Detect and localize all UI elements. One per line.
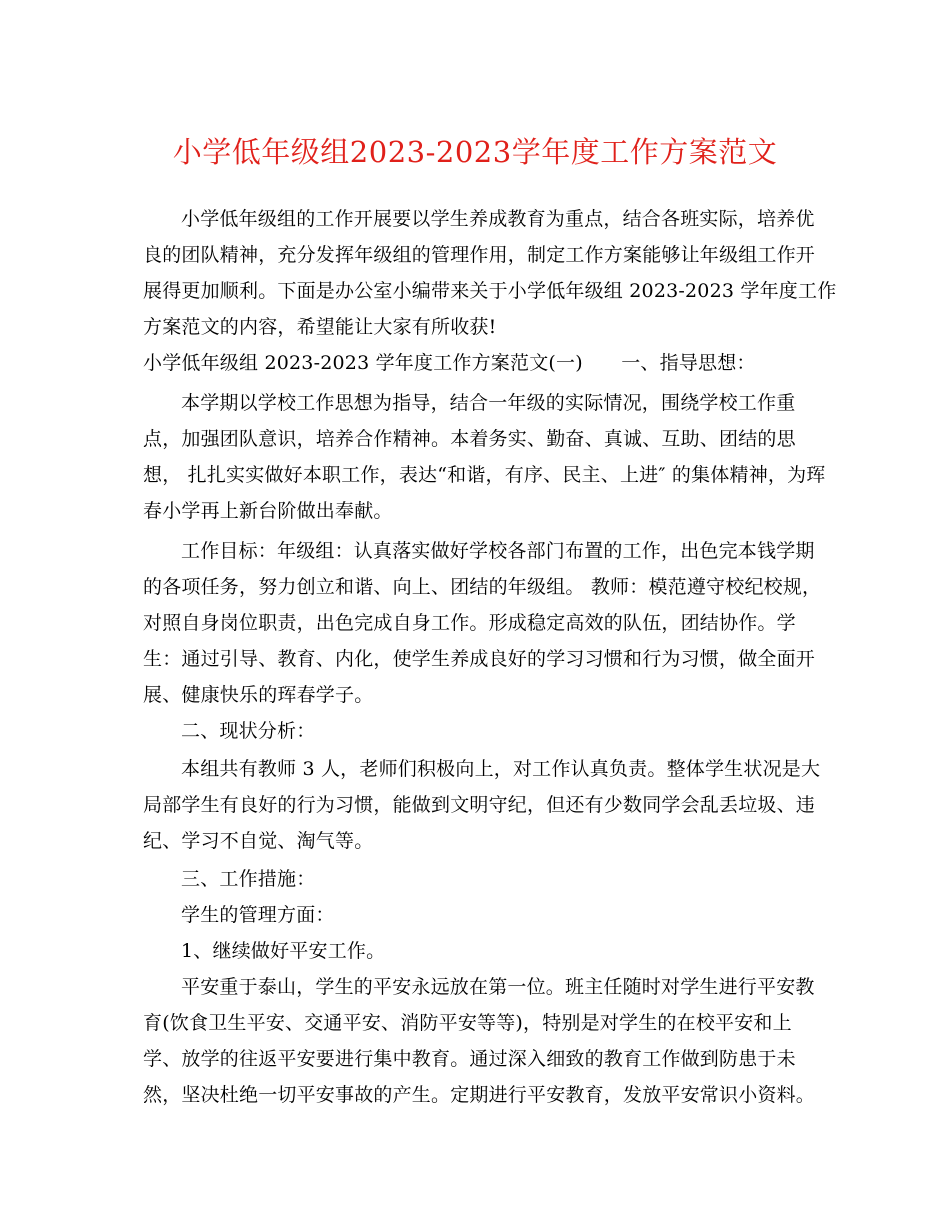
paragraph-line: 想， 扎扎实实做好本职工作，表达“和谐，有序、民主、上进″ 的集体精神，为珲 <box>143 464 826 486</box>
section-heading-line: 二、现状分析： <box>181 720 316 742</box>
section-heading-line: 小学低年级组 2023-2023 学年度工作方案范文(一) 一、指导思想： <box>143 352 756 374</box>
paragraph-line: 的各项任务，努力创立和谐、向上、团结的年级组。 教师：模范遵守校纪校规， <box>143 576 822 598</box>
paragraph-line: 本学期以学校工作思想为指导，结合一年级的实际情况，围绕学校工作重 <box>181 392 796 414</box>
paragraph-line: 方案范文的内容，希望能让大家有所收获! <box>143 316 497 338</box>
paragraph-line: 工作目标：年级组：认真落实做好学校各部门布置的工作，出色完本钱学期 <box>181 540 815 562</box>
paragraph-line: 局部学生有良好的行为习惯，能做到文明守纪，但还有少数同学会乱丢垃圾、违 <box>143 794 816 816</box>
paragraph-line: 展得更加顺利。下面是办公室小编带来关于小学低年级组 2023-2023 学年度工作 <box>143 280 837 302</box>
paragraph-line: 春小学再上新台阶做出奉献。 <box>143 500 393 522</box>
document-title: 小学低年级组2023-2023学年度工作方案范文 <box>172 135 778 169</box>
section-heading-line: 三、工作措施： <box>181 868 316 890</box>
paragraph-line: 点，加强团队意识，培养合作精神。本着务实、勤奋、真诚、互助、团结的思 <box>143 428 796 450</box>
paragraph-line: 然，坚决杜绝一切平安事故的产生。定期进行平安教育，发放平安常识小资料。 <box>143 1084 816 1106</box>
paragraph-line: 平安重于泰山，学生的平安永远放在第一位。班主任随时对学生进行平安教 <box>181 976 815 998</box>
paragraph-line: 良的团队精神，充分发挥年级组的管理作用，制定工作方案能够让年级组工作开 <box>143 244 816 266</box>
subheading-line: 学生的管理方面： <box>181 904 335 926</box>
paragraph-line: 生：通过引导、教育、内化，使学生养成良好的学习习惯和行为习惯，做全面开 <box>143 648 816 670</box>
paragraph-line: 纪、学习不自觉、淘气等。 <box>143 830 374 852</box>
paragraph-line: 育(饮食卫生平安、交通平安、消防平安等等)，特别是对学生的在校平安和上 <box>143 1012 792 1034</box>
paragraph-line: 本组共有教师 3 人，老师们积极向上，对工作认真负责。整体学生状况是大 <box>181 758 821 780</box>
paragraph-line: 学、放学的往返平安要进行集中教育。通过深入细致的教育工作做到防患于未 <box>143 1048 796 1070</box>
paragraph-line: 对照自身岗位职责，出色完成自身工作。形成稳定高效的队伍，团结协作。学 <box>143 612 796 634</box>
paragraph-line: 展、健康快乐的珲春学子。 <box>143 684 374 706</box>
paragraph-line: 小学低年级组的工作开展要以学生养成教育为重点，结合各班实际，培养优 <box>181 208 815 230</box>
subheading-line: 1、继续做好平安工作。 <box>181 940 386 962</box>
